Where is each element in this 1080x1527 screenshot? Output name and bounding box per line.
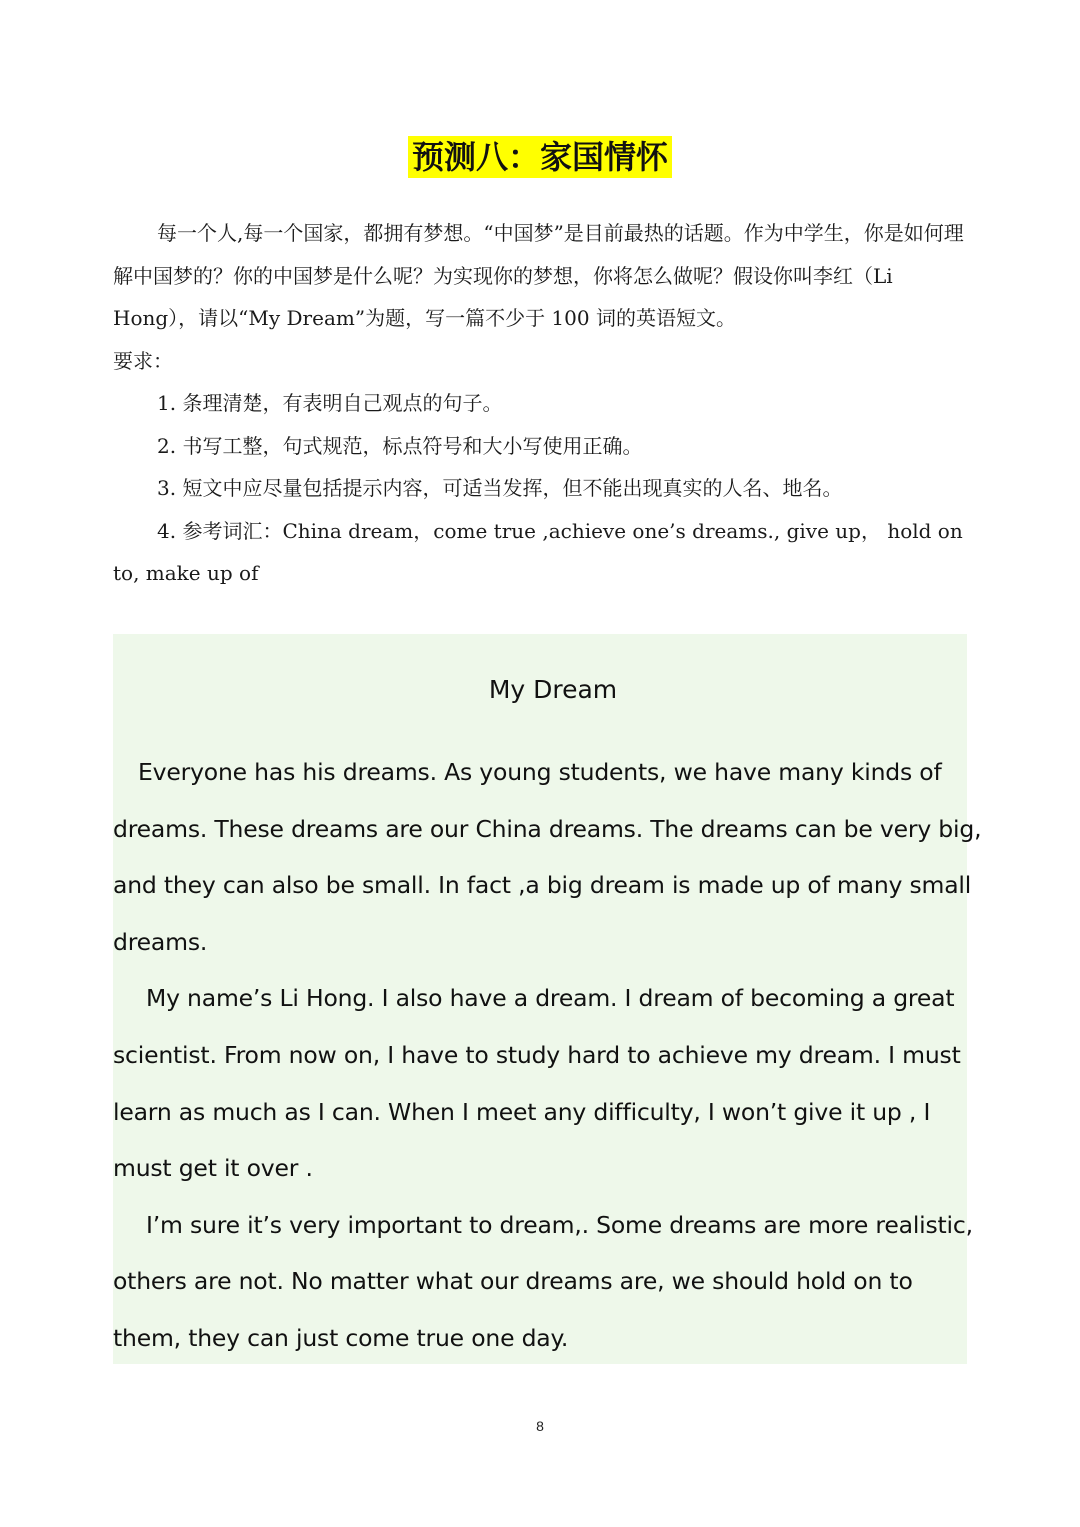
requirement-item-3: 3. 短文中应尽量包括提示内容，可适当发挥，但不能出现真实的人名、地名。 xyxy=(157,476,843,500)
requirement-item-2: 2. 书写工整，句式规范，标点符号和大小写使用正确。 xyxy=(157,433,643,458)
requirements-label: 要求： xyxy=(113,348,173,373)
essay-paragraph-3: I’m sure it’s very important to dream,. Some dreams are more realistic, others are not. No matter what our dreams are, we should hold on to them, they can just come true one day. xyxy=(113,1210,973,1352)
sample-essay xyxy=(113,744,983,1367)
page-number: 8 xyxy=(536,1418,544,1434)
writing-prompt xyxy=(113,212,973,595)
essay-title: My Dream xyxy=(488,675,618,704)
heading-container xyxy=(0,136,1080,178)
page-title: 预测八：家国情怀 xyxy=(408,136,672,178)
essay-paragraph-2: My name’s Li Hong. I also have a dream. I dream of becoming a great scientist. From now on, I have to study hard to achieve my dream. I must learn as much as I can. When I meet any difficulty, I won’t give it up , I must get it over . xyxy=(113,984,961,1183)
requirement-item-4: 4. 参考词汇：China dream，come true ,achieve one’s dreams., give up， hold on to, make up of xyxy=(113,518,963,585)
requirement-item-1: 1. 条理清楚，有表明自己观点的句子。 xyxy=(157,391,503,415)
essay-paragraph-1: Everyone has his dreams. As young students, we have many kinds of dreams. These dreams are our China dreams. The dreams can be very big, and they can also be small. In fact ,a big dream is made up of many small dreams. xyxy=(113,758,982,956)
prompt-intro: 每一个人,每一个国家，都拥有梦想。“中国梦”是目前最热的话题。作为中学生，你是如何理解中国梦的？你的中国梦是什么呢？为实现你的梦想，你将怎么做呢？假设你叫李红（Li Hong），请以“My Dream”为题，写一篇不少于 100 词的英语短文。 xyxy=(113,221,964,330)
